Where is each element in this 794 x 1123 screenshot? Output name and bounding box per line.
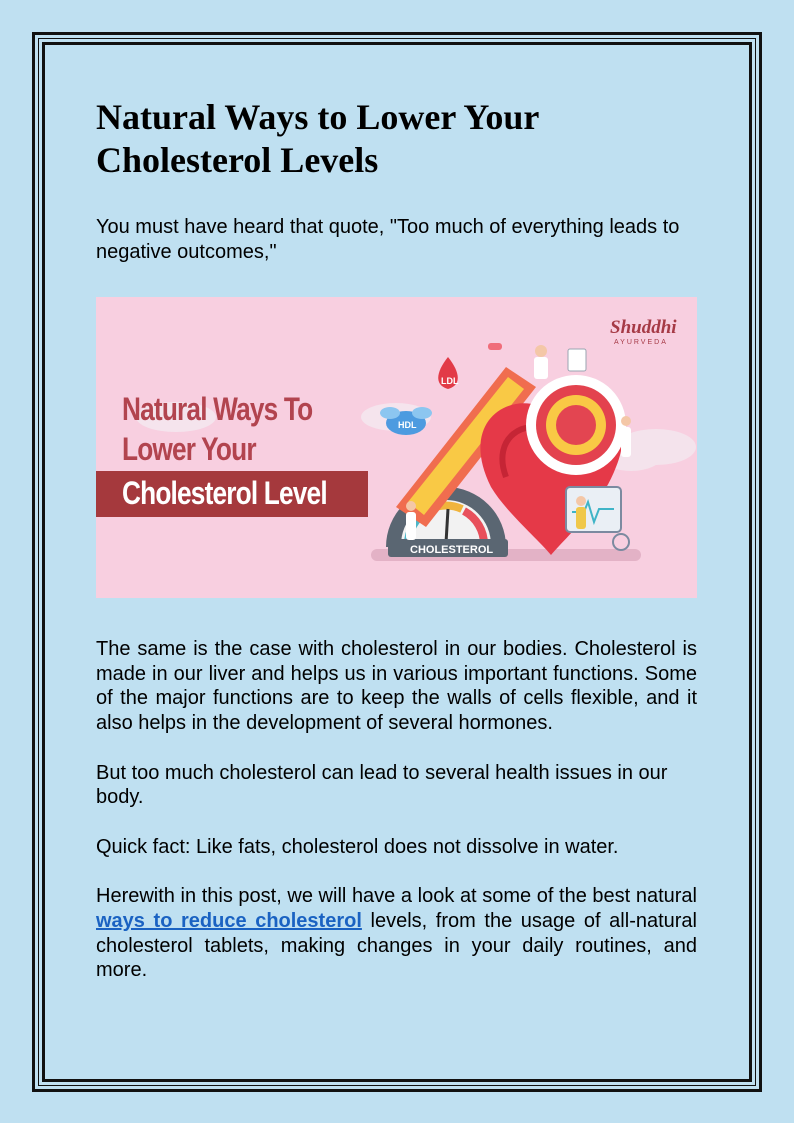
paragraph-health-issues: But too much cholesterol can lead to several health issues in our body.: [96, 761, 668, 809]
intro-paragraph: You must have heard that quote, "Too much of everything leads to negative outcomes,": [96, 216, 680, 263]
banner-image: [96, 297, 697, 598]
banner-highlight-text: Cholesterol Level: [122, 475, 327, 512]
paragraph-post-overview-start: Herewith in this post, we will have a look at some of the best natural: [96, 885, 697, 908]
hdl-label: HDL: [398, 420, 417, 431]
banner-heading: [122, 389, 312, 469]
paragraph-quick-fact: Quick fact: Like fats, cholesterol does not dissolve in water.: [96, 835, 619, 858]
brand-logo-sub: AYURVEDA: [614, 339, 668, 347]
article: [96, 96, 697, 983]
paragraph-post-overview: [96, 884, 697, 982]
ldl-label: LDL: [441, 376, 459, 387]
gauge-label: CHOLESTEROL: [410, 544, 494, 557]
article-title: Natural Ways to Lower Your Cholesterol Levels: [96, 97, 539, 180]
brand-logo: Shuddhi: [610, 317, 677, 339]
paragraph-post-overview-end: levels, from the usage of all-natural cholesterol tablets, making changes in your daily routines, and more.: [96, 909, 698, 982]
banner-heading-line1: Natural Ways To: [122, 391, 313, 428]
banner-heading-line2: Lower Your: [122, 431, 256, 468]
reduce-cholesterol-link[interactable]: ways to reduce cholesterol: [96, 909, 362, 932]
paragraph-cholesterol-functions: The same is the case with cholesterol in our bodies. Cholesterol is made in our liver and helps us in various important functions. Some of the major functions are to keep the walls of cells flexible, and it also helps in the development of several hormones.: [96, 638, 697, 734]
